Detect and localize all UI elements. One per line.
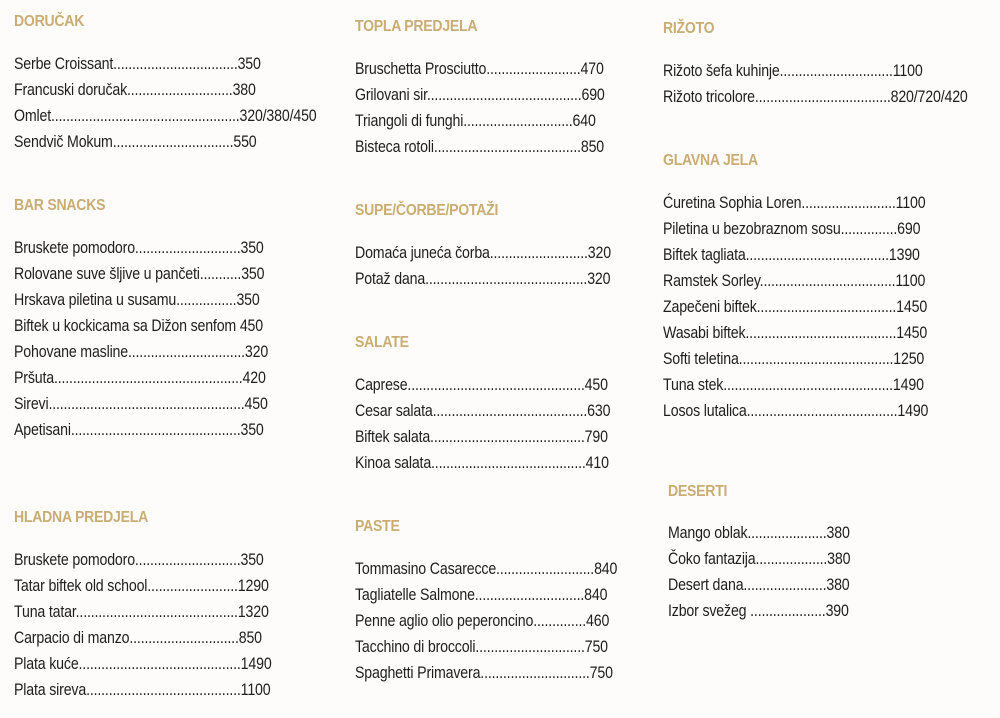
menu-list	[14, 235, 309, 443]
section-hladna-predjela	[14, 508, 313, 703]
menu-item: Čoko fantazija...................380	[668, 550, 851, 568]
section-topla-predjela	[355, 17, 645, 160]
section-salate	[355, 333, 652, 476]
menu-item: Izbor svežeg ....................390	[668, 602, 849, 620]
menu-list	[668, 520, 880, 624]
menu-item: Mango oblak.....................380	[668, 524, 850, 542]
menu-item: Biftek salata.........................................790	[355, 428, 608, 446]
menu-item: Rižoto šefa kuhinje..............................1100	[663, 62, 923, 80]
menu-list	[355, 56, 645, 160]
menu-item: Kinoa salata.........................................410	[355, 454, 609, 472]
section-heading: DESERTI	[668, 483, 728, 500]
section-paste	[355, 517, 660, 686]
menu-item: Sirevi....................................................450	[14, 395, 268, 413]
section-heading: SALATE	[355, 334, 409, 351]
menu-item: Tommasino Casarecce..........................840	[355, 560, 618, 578]
menu-item: Tuna stek.............................................1490	[663, 376, 924, 394]
section-heading: DORUČAK	[14, 13, 85, 30]
menu-item: Cesar salata.........................................630	[355, 402, 611, 420]
menu-item: Pohovane masline...............................320	[14, 343, 269, 361]
menu-item: Rolovane suve šljive u pančeti...........350	[14, 265, 265, 283]
menu-item: Omlet..................................................320/380/450	[14, 107, 317, 125]
section-heading: HLADNA PREDJELA	[14, 509, 148, 526]
menu-item: Ramstek Sorley....................................1100	[663, 272, 926, 290]
section-bar-snacks	[14, 196, 309, 443]
menu-item: Plata kuće...........................................1490	[14, 655, 272, 673]
menu-list	[355, 556, 660, 686]
menu-item: Domaća juneća čorba..........................320	[355, 244, 611, 262]
menu-item: Tuna tatar...........................................1320	[14, 603, 269, 621]
menu-item: Tacchino di broccoli.............................750	[355, 638, 608, 656]
menu-item: Ćuretina Sophia Loren.........................1100	[663, 194, 926, 212]
menu-item: Apetisani.............................................350	[14, 421, 264, 439]
menu-item: Bruskete pomodoro............................350	[14, 551, 264, 569]
menu-item: Sendvič Mokum................................550	[14, 133, 257, 151]
section-heading: BAR SNACKS	[14, 197, 106, 214]
menu-item: Hrskava piletina u susamu................350	[14, 291, 260, 309]
section-heading: PASTE	[355, 518, 400, 535]
menu-item: Grilovani sir.........................................690	[355, 86, 605, 104]
menu-list	[663, 190, 971, 424]
menu-item: Penne aglio olio peperoncino..............460	[355, 612, 610, 630]
section-deserti	[668, 482, 880, 624]
menu-item: Tagliatelle Salmone.............................840	[355, 586, 608, 604]
section-heading: RIŽOTO	[663, 20, 715, 37]
section-dorucak	[14, 12, 366, 155]
menu-item: Rižoto tricolore....................................820/720/420	[663, 88, 968, 106]
menu-item: Pršuta..................................................420	[14, 369, 266, 387]
menu-item: Bruschetta Prosciutto.........................470	[355, 60, 604, 78]
menu-item: Potaž dana...........................................320	[355, 270, 611, 288]
menu-item: Carpacio di manzo.............................850	[14, 629, 262, 647]
section-heading: SUPE/ČORBE/POTAŽI	[355, 202, 499, 219]
menu-list	[14, 547, 313, 703]
menu-list	[355, 240, 653, 292]
menu-item: Desert dana......................380	[668, 576, 850, 594]
menu-item: Wasabi biftek........................................1450	[663, 324, 928, 342]
menu-item: Bisteca rotoli.......................................850	[355, 138, 605, 156]
menu-item: Bruskete pomodoro............................350	[14, 239, 264, 257]
menu-item: Serbe Croissant.................................350	[14, 55, 261, 73]
menu-item: Losos lutalica........................................1490	[663, 402, 929, 420]
menu-list	[14, 51, 366, 155]
menu-item: Biftek u kockicama sa Dižon senfom 450	[14, 317, 264, 335]
menu-item: Triangoli di funghi.............................640	[355, 112, 596, 130]
menu-item: Piletina u bezobraznom sosu...............690	[663, 220, 921, 238]
menu-item: Spaghetti Primavera.............................750	[355, 664, 613, 682]
section-rizoto	[663, 19, 1000, 110]
menu-item: Softi teletina.........................................1250	[663, 350, 925, 368]
menu-item: Francuski doručak............................380	[14, 81, 256, 99]
menu-item: Tatar biftek old school........................1290	[14, 577, 269, 595]
section-supe	[355, 201, 653, 292]
menu-item: Zapečeni biftek.....................................1450	[663, 298, 928, 316]
menu-item: Biftek tagliata......................................1390	[663, 246, 920, 264]
menu-list	[663, 58, 1000, 110]
section-heading: GLAVNA JELA	[663, 152, 758, 169]
menu-list	[355, 372, 652, 476]
section-heading: TOPLA PREDJELA	[355, 18, 478, 35]
menu-item: Caprese...............................................450	[355, 376, 608, 394]
menu-item: Plata sireva.........................................1100	[14, 681, 271, 699]
section-glavna-jela	[663, 151, 971, 424]
